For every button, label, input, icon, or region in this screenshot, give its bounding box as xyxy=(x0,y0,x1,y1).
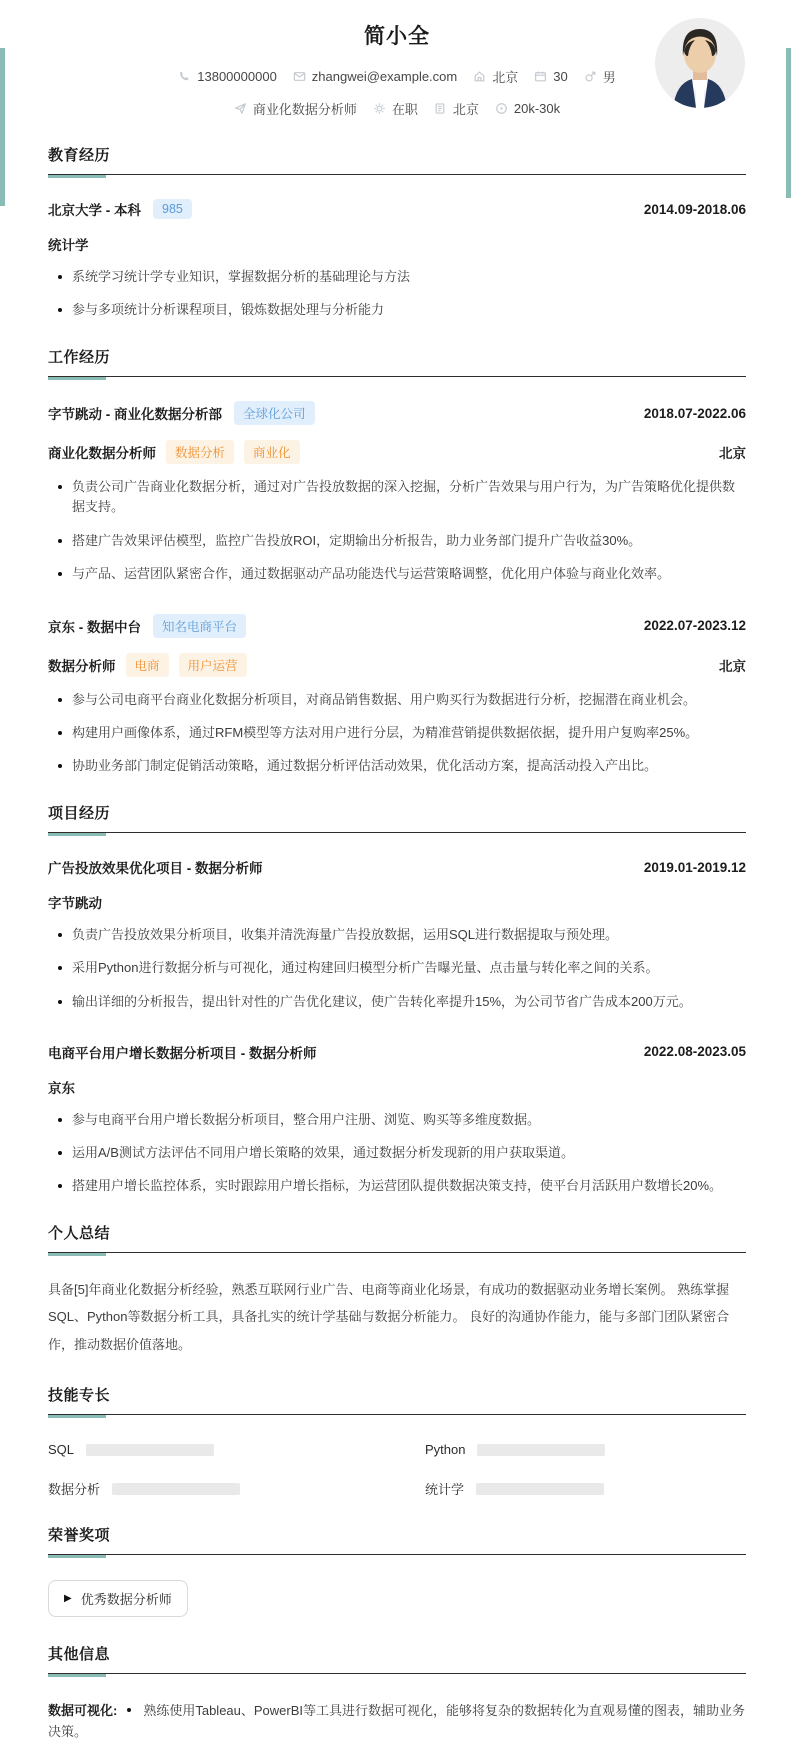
job-title: 数据分析师 xyxy=(48,658,116,674)
section-title: 工作经历 xyxy=(48,349,111,367)
phone-item xyxy=(178,69,277,84)
section-title: 技能专长 xyxy=(48,1387,111,1404)
project-entry xyxy=(48,857,746,1011)
section-title: 个人总结 xyxy=(48,1225,111,1243)
project-org: 京东 xyxy=(48,1080,75,1096)
section-projects xyxy=(48,802,746,1196)
section-divider xyxy=(48,832,746,836)
skill-name: Python xyxy=(425,1442,466,1457)
education-entry xyxy=(48,199,746,320)
bullet-item: 搭建广告效果评估模型，监控广告投放ROI，定期输出分析报告，助力业务部门提升广告收益30%。 xyxy=(48,531,746,551)
work-bullets xyxy=(48,690,746,776)
company-name: 京东 - 数据中台 xyxy=(48,619,141,635)
skill-row xyxy=(425,1442,746,1457)
section-divider xyxy=(48,1554,746,1558)
age-value: 30 xyxy=(553,69,568,84)
school-name: 北京大学 - 本科 xyxy=(48,203,141,218)
mail-icon xyxy=(293,70,306,83)
salary-value: 20k-30k xyxy=(513,101,561,116)
location-icon xyxy=(473,70,486,83)
candidate-name: 简小全 xyxy=(364,25,430,48)
salary-item xyxy=(495,101,560,116)
skills-grid xyxy=(48,1442,746,1498)
company-badge: 全球化公司 xyxy=(234,401,315,425)
company-badge: 知名电商平台 xyxy=(153,614,246,638)
city-value: 北京 xyxy=(452,102,479,117)
gender-item xyxy=(584,67,616,86)
city-item xyxy=(434,99,479,118)
resume-header xyxy=(0,0,794,118)
project-date: 2019.01-2019.12 xyxy=(643,859,746,875)
other-info-label: 数据可视化: xyxy=(48,1703,118,1718)
bullet-item: 运用A/B测试方法评估不同用户增长策略的效果，通过数据分析发现新的用户获取渠道。 xyxy=(48,1143,746,1163)
gender-icon xyxy=(584,70,597,83)
job-tag: 电商 xyxy=(126,653,169,677)
section-title: 荣誉奖项 xyxy=(48,1527,111,1544)
work-entry xyxy=(48,401,746,584)
honor-tag-button[interactable] xyxy=(48,1580,188,1617)
education-bullets xyxy=(48,267,746,320)
school-badge: 985 xyxy=(153,199,192,219)
work-location: 北京 xyxy=(719,658,746,674)
position-item xyxy=(234,99,357,118)
job-tag: 用户运营 xyxy=(179,653,247,677)
work-bullets xyxy=(48,477,746,584)
section-divider xyxy=(48,376,746,380)
skill-bar xyxy=(86,1444,214,1456)
phone-value: 13800000000 xyxy=(197,69,277,84)
skill-bar xyxy=(112,1483,240,1495)
location-item xyxy=(473,67,518,86)
skill-name: SQL xyxy=(48,1442,75,1457)
skill-row xyxy=(48,1479,369,1498)
project-date: 2022.08-2023.05 xyxy=(643,1044,746,1060)
bullet-dot xyxy=(127,1708,131,1712)
project-bullets xyxy=(48,925,746,1011)
bullet-item: 搭建用户增长监控体系，实时跟踪用户增长指标，为运营团队提供数据决策支持，使平台月活跃用户数增长20%。 xyxy=(48,1176,746,1196)
major: 统计学 xyxy=(48,238,89,253)
summary-paragraph: 具备[5]年商业化数据分析经验，熟悉互联网行业广告、电商等商业化场景，有成功的数据驱动业务增长案例。 熟练掌握SQL、Python等数据分析工具，具备扎实的统计学基础与数据分析能力。 良好的沟通协作能力，能与多部门团队紧密合作，推动数据价值落地。 xyxy=(48,1282,730,1352)
section-divider xyxy=(48,1414,746,1418)
status-item xyxy=(373,99,418,118)
project-org: 字节跳动 xyxy=(48,896,102,912)
bullet-item: 输出详细的分析报告，提出针对性的广告优化建议，使广告转化率提升15%，为公司节省广告成本200万元。 xyxy=(48,992,746,1012)
avatar xyxy=(655,18,745,108)
email-value: zhangwei@example.com xyxy=(311,69,458,84)
section-other xyxy=(48,1643,746,1743)
gender-value: 男 xyxy=(602,70,616,85)
skill-row xyxy=(425,1479,746,1498)
status-value: 在职 xyxy=(391,102,418,117)
section-title: 教育经历 xyxy=(48,147,111,164)
phone-icon xyxy=(178,70,191,83)
job-title: 商业化数据分析师 xyxy=(48,446,156,462)
age-icon xyxy=(534,70,547,83)
section-divider xyxy=(48,1252,746,1256)
honor-label: 优秀数据分析师 xyxy=(80,1592,172,1607)
bullet-item: 协助业务部门制定促销活动策略，通过数据分析评估活动效果，优化活动方案，提高活动投入产出比。 xyxy=(48,756,746,776)
project-name: 电商平台用户增长数据分析项目 - 数据分析师 xyxy=(48,1045,317,1061)
section-summary xyxy=(48,1222,746,1358)
section-skills xyxy=(48,1384,746,1498)
skill-bar xyxy=(477,1444,605,1456)
skill-name: 统计学 xyxy=(425,1482,465,1497)
status-gear-icon xyxy=(373,102,386,115)
position-icon xyxy=(234,102,247,115)
bullet-item: 与产品、运营团队紧密合作，通过数据驱动产品功能迭代与运营策略调整，优化用户体验与商业化效率。 xyxy=(48,564,746,584)
project-bullets xyxy=(48,1110,746,1196)
bullet-item: 负责广告投放效果分析项目，收集并清洗海量广告投放数据，运用SQL进行数据提取与预处理。 xyxy=(48,925,746,945)
section-divider xyxy=(48,174,746,178)
email-item xyxy=(293,69,457,84)
section-honors xyxy=(48,1524,746,1617)
age-item xyxy=(534,69,567,84)
other-info-line xyxy=(48,1701,746,1743)
play-icon: ▶ xyxy=(64,1592,72,1604)
work-entry xyxy=(48,614,746,776)
bullet-item: 参与公司电商平台商业化数据分析项目，对商品销售数据、用户购买行为数据进行分析，挖掘潜在商业机会。 xyxy=(48,690,746,710)
skill-name: 数据分析 xyxy=(48,1482,101,1497)
other-info-text: 熟练使用Tableau、PowerBI等工具进行数据可视化，能够将复杂的数据转化为直观易懂的图表，辅助业务决策。 xyxy=(48,1703,746,1739)
section-title: 其他信息 xyxy=(48,1646,111,1663)
job-tag: 数据分析 xyxy=(166,440,234,464)
work-date: 2018.07-2022.06 xyxy=(643,405,746,421)
bullet-item: 参与多项统计分析课程项目，锻炼数据处理与分析能力 xyxy=(48,300,746,320)
position-value: 商业化数据分析师 xyxy=(252,102,357,117)
bullet-item: 系统学习统计学专业知识，掌握数据分析的基础理论与方法 xyxy=(48,267,746,287)
section-title: 项目经历 xyxy=(48,805,111,823)
skill-bar xyxy=(476,1483,604,1495)
bullet-item: 负责公司广告商业化数据分析，通过对广告投放数据的深入挖掘，分析广告效果与用户行为，为广告策略优化提供数据支持。 xyxy=(48,477,746,517)
salary-coin-icon xyxy=(495,102,508,115)
job-tag: 商业化 xyxy=(244,440,300,464)
section-divider xyxy=(48,1673,746,1677)
location-value: 北京 xyxy=(492,70,519,85)
project-entry xyxy=(48,1042,746,1196)
work-date: 2022.07-2023.12 xyxy=(643,618,746,634)
skill-row xyxy=(48,1442,369,1457)
bullet-item: 采用Python进行数据分析与可视化，通过构建回归模型分析广告曝光量、点击量与转化率之间的关系。 xyxy=(48,958,746,978)
company-name: 字节跳动 - 商业化数据分析部 xyxy=(48,407,222,423)
city-doc-icon xyxy=(434,102,447,115)
bullet-item: 构建用户画像体系，通过RFM模型等方法对用户进行分层，为精准营销提供数据依据，提升用户复购率25%。 xyxy=(48,723,746,743)
section-work xyxy=(48,346,746,776)
section-education xyxy=(48,144,746,320)
project-name: 广告投放效果优化项目 - 数据分析师 xyxy=(48,861,263,877)
bullet-item: 参与电商平台用户增长数据分析项目，整合用户注册、浏览、购买等多维度数据。 xyxy=(48,1110,746,1130)
education-date: 2014.09-2018.06 xyxy=(643,201,746,217)
work-location: 北京 xyxy=(719,446,746,462)
